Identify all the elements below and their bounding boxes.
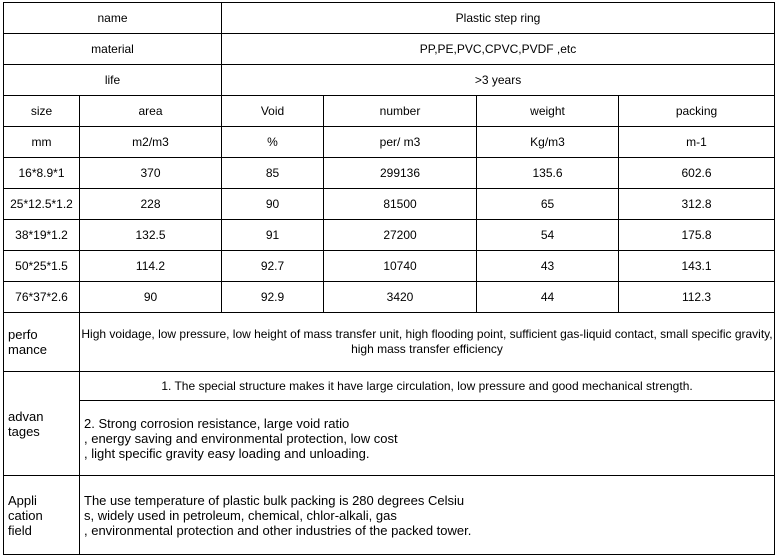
column-header: size [4, 96, 80, 127]
packing-cell: 175.8 [619, 220, 775, 251]
unit-cell: Kg/m3 [477, 127, 619, 158]
area-cell: 370 [80, 158, 222, 189]
advantage-item-2: 2. Strong corrosion resistance, large void ratio , energy saving and environmental protection, low cost , light specific gravity easy loading and unloading. [80, 401, 775, 476]
size-cell: 38*19*1.2 [4, 220, 80, 251]
number-cell: 10740 [324, 251, 477, 282]
unit-row [4, 127, 775, 158]
table-row [4, 158, 775, 189]
application-text: The use temperature of plastic bulk packing is 280 degrees Celsiu s, widely used in petroleum, chemical, chlor-alkali, gas , environmental protection and other industries of the packed tower. [80, 476, 775, 555]
area-cell: 132.5 [80, 220, 222, 251]
column-header: number [324, 96, 477, 127]
size-cell: 16*8.9*1 [4, 158, 80, 189]
void-cell: 92.7 [222, 251, 324, 282]
application-label: Appli cation field [4, 476, 80, 555]
packing-cell: 602.6 [619, 158, 775, 189]
table-row [4, 220, 775, 251]
void-cell: 92.9 [222, 282, 324, 313]
packing-cell: 312.8 [619, 189, 775, 220]
column-header-row [4, 96, 775, 127]
void-cell: 91 [222, 220, 324, 251]
weight-cell: 135.6 [477, 158, 619, 189]
weight-cell: 65 [477, 189, 619, 220]
material-value: PP,PE,PVC,CPVC,PVDF ,etc [222, 34, 775, 65]
material-label: material [4, 34, 222, 65]
number-cell: 27200 [324, 220, 477, 251]
spec-table [3, 2, 775, 555]
unit-cell: % [222, 127, 324, 158]
column-header: area [80, 96, 222, 127]
packing-cell: 112.3 [619, 282, 775, 313]
unit-cell: mm [4, 127, 80, 158]
table-row [4, 251, 775, 282]
number-cell: 3420 [324, 282, 477, 313]
life-value: >3 years [222, 65, 775, 96]
performance-label: perfo mance [4, 313, 80, 372]
name-value: Plastic step ring [222, 3, 775, 34]
number-cell: 299136 [324, 158, 477, 189]
performance-text: High voidage, low pressure, low height of mass transfer unit, high flooding point, sufficient gas-liquid contact, small specific gravity, high mass transfer efficiency [80, 313, 775, 372]
column-header: weight [477, 96, 619, 127]
name-label: name [4, 3, 222, 34]
area-cell: 90 [80, 282, 222, 313]
advantage-item-1: 1. The special structure makes it have large circulation, low pressure and good mechanical strength. [80, 372, 775, 401]
weight-cell: 43 [477, 251, 619, 282]
area-cell: 114.2 [80, 251, 222, 282]
unit-cell: m2/m3 [80, 127, 222, 158]
life-label: life [4, 65, 222, 96]
column-header: packing [619, 96, 775, 127]
size-cell: 50*25*1.5 [4, 251, 80, 282]
size-cell: 25*12.5*1.2 [4, 189, 80, 220]
weight-cell: 54 [477, 220, 619, 251]
weight-cell: 44 [477, 282, 619, 313]
unit-cell: m-1 [619, 127, 775, 158]
advantages-label: advan tages [4, 372, 80, 476]
table-row [4, 189, 775, 220]
packing-cell: 143.1 [619, 251, 775, 282]
void-cell: 90 [222, 189, 324, 220]
column-header: Void [222, 96, 324, 127]
number-cell: 81500 [324, 189, 477, 220]
size-cell: 76*37*2.6 [4, 282, 80, 313]
unit-cell: per/ m3 [324, 127, 477, 158]
table-row [4, 282, 775, 313]
void-cell: 85 [222, 158, 324, 189]
area-cell: 228 [80, 189, 222, 220]
